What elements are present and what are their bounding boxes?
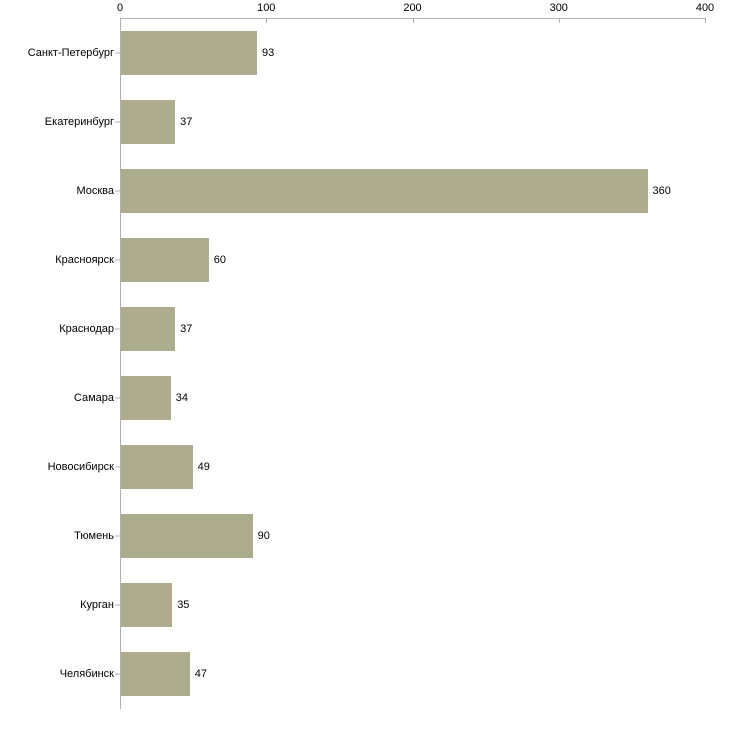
category-label: Челябинск	[59, 668, 114, 681]
chart-row	[27, 18, 705, 87]
chart-row	[55, 225, 705, 294]
chart-row	[73, 364, 705, 433]
x-axis-tick	[266, 18, 267, 23]
x-axis-tick	[120, 18, 121, 23]
bar-value-label: 47	[194, 668, 207, 681]
bar-value-label: 37	[180, 115, 193, 128]
y-axis-tick	[115, 605, 120, 606]
chart-row	[80, 571, 705, 640]
x-axis-tick-label: 100	[257, 2, 276, 14]
x-axis-tick-label: 200	[403, 2, 422, 14]
y-axis-tick	[115, 674, 120, 675]
x-axis-tick	[413, 18, 414, 23]
chart-row	[76, 156, 705, 225]
bar-value-label: 49	[197, 461, 210, 474]
category-label: Тюмень	[74, 530, 114, 543]
y-axis-tick	[115, 536, 120, 537]
x-axis-tick	[705, 18, 706, 23]
bar[interactable]	[121, 652, 190, 696]
bar-value-label: 360	[652, 184, 671, 197]
category-label: Екатеринбург	[44, 115, 114, 128]
chart-row	[59, 294, 705, 363]
chart-row	[74, 502, 705, 571]
bar-value-label: 34	[175, 392, 188, 405]
chart-row	[59, 640, 705, 709]
y-axis-tick	[115, 121, 120, 122]
category-label: Москва	[76, 184, 114, 197]
x-axis-tick	[559, 18, 560, 23]
y-axis-tick	[115, 190, 120, 191]
bar-value-label: 93	[262, 46, 275, 59]
bar-value-label: 60	[213, 253, 226, 266]
bar[interactable]	[121, 307, 175, 351]
y-axis-tick	[115, 467, 120, 468]
x-axis-tick-label: 0	[116, 2, 124, 14]
y-axis-tick	[115, 328, 120, 329]
x-axis-tick-label: 300	[549, 2, 568, 14]
bar[interactable]	[121, 583, 172, 627]
bar[interactable]	[121, 445, 193, 489]
chart-row	[47, 433, 705, 502]
y-axis-tick	[115, 398, 120, 399]
category-label: Курган	[80, 599, 114, 612]
category-label: Красноярск	[55, 253, 114, 266]
bar[interactable]	[121, 31, 257, 75]
bar-value-label: 35	[177, 599, 190, 612]
category-label: Краснодар	[59, 322, 114, 335]
bar[interactable]	[121, 238, 209, 282]
bar[interactable]	[121, 376, 171, 420]
x-axis-tick-label: 400	[695, 2, 715, 14]
y-axis-tick	[115, 259, 120, 260]
bar[interactable]	[121, 169, 648, 213]
plot-area	[27, 18, 705, 709]
chart-row	[44, 87, 705, 156]
bar[interactable]	[121, 100, 175, 144]
bar[interactable]	[121, 514, 253, 558]
bar-value-label: 37	[180, 322, 193, 335]
category-label: Самара	[73, 392, 114, 405]
y-axis-tick	[115, 52, 120, 53]
category-label: Новосибирск	[47, 461, 114, 474]
category-label: Санкт-Петербург	[27, 46, 114, 59]
bar-value-label: 90	[257, 530, 270, 543]
